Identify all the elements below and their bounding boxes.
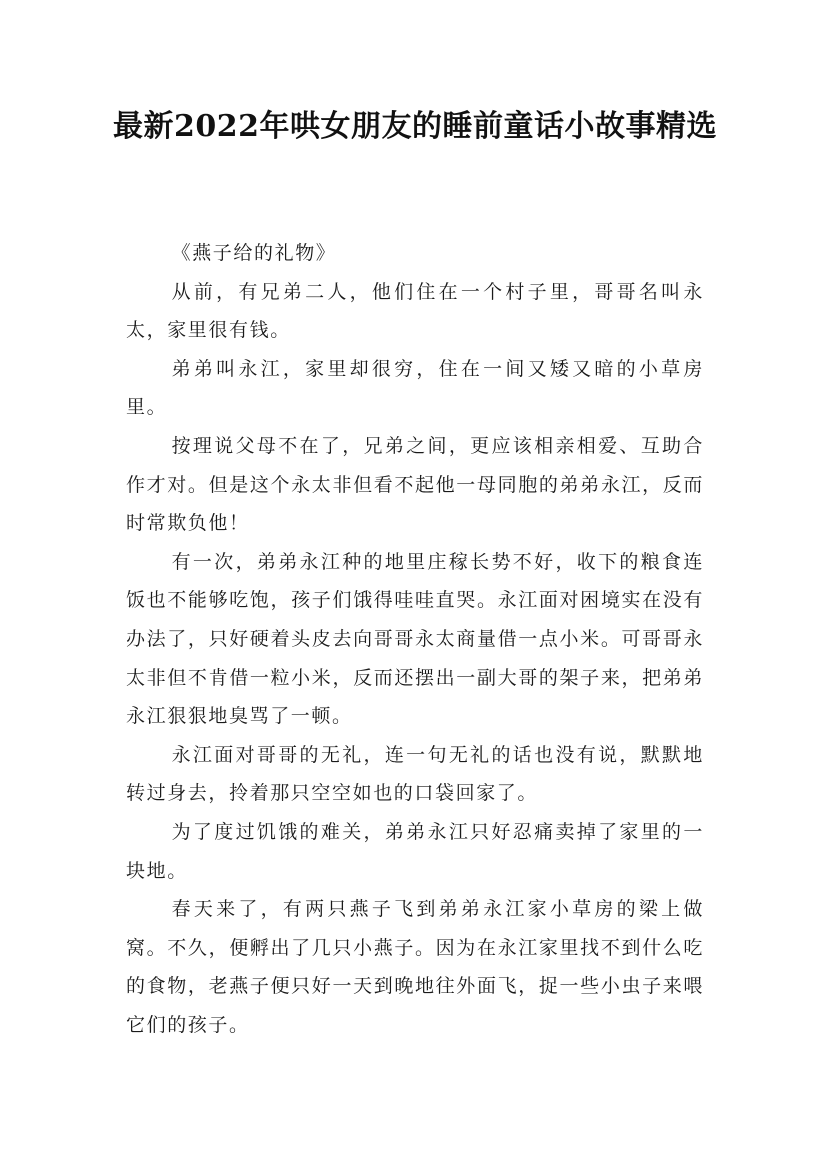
document-body: [126, 234, 704, 1044]
paragraph: 弟弟叫永江，家里却很穷，住在一间又矮又暗的小草房里。: [126, 357, 704, 419]
paragraph: 永江面对哥哥的无礼，连一句无礼的话也没有说，默默地转过身去，拎着那只空空如也的口袋回家了。: [126, 743, 704, 805]
paragraph: 从前，有兄弟二人，他们住在一个村子里，哥哥名叫永太，家里很有钱。: [126, 280, 704, 342]
story-title: 《燕子给的礼物》: [171, 242, 337, 264]
paragraph: 春天来了，有两只燕子飞到弟弟永江家小草房的梁上做窝。不久，便孵出了几只小燕子。因为在永江家里找不到什么吃的食物，老燕子便只好一天到晚地往外面飞，捉一些小虫子来喂它们的孩子。: [126, 898, 704, 1036]
document-title: 最新2022年哄女朋友的睡前童话小故事精选: [113, 109, 717, 144]
paragraph: 按理说父母不在了，兄弟之间，更应该相亲相爱、互助合作才对。但是这个永太非但看不起他一母同胞的弟弟永江，反而时常欺负他！: [126, 434, 704, 535]
paragraph: 有一次，弟弟永江种的地里庄稼长势不好，收下的粮食连饭也不能够吃饱，孩子们饿得哇哇直哭。永江面对困境实在没有办法了，只好硬着头皮去向哥哥永太商量借一点小米。可哥哥永太非但不肯借一粒小米，反而还摆出一副大哥的架子来，把弟弟永江狠狠地臭骂了一顿。: [126, 550, 704, 728]
paragraph: 为了度过饥饿的难关，弟弟永江只好忍痛卖掉了家里的一块地。: [126, 820, 704, 882]
